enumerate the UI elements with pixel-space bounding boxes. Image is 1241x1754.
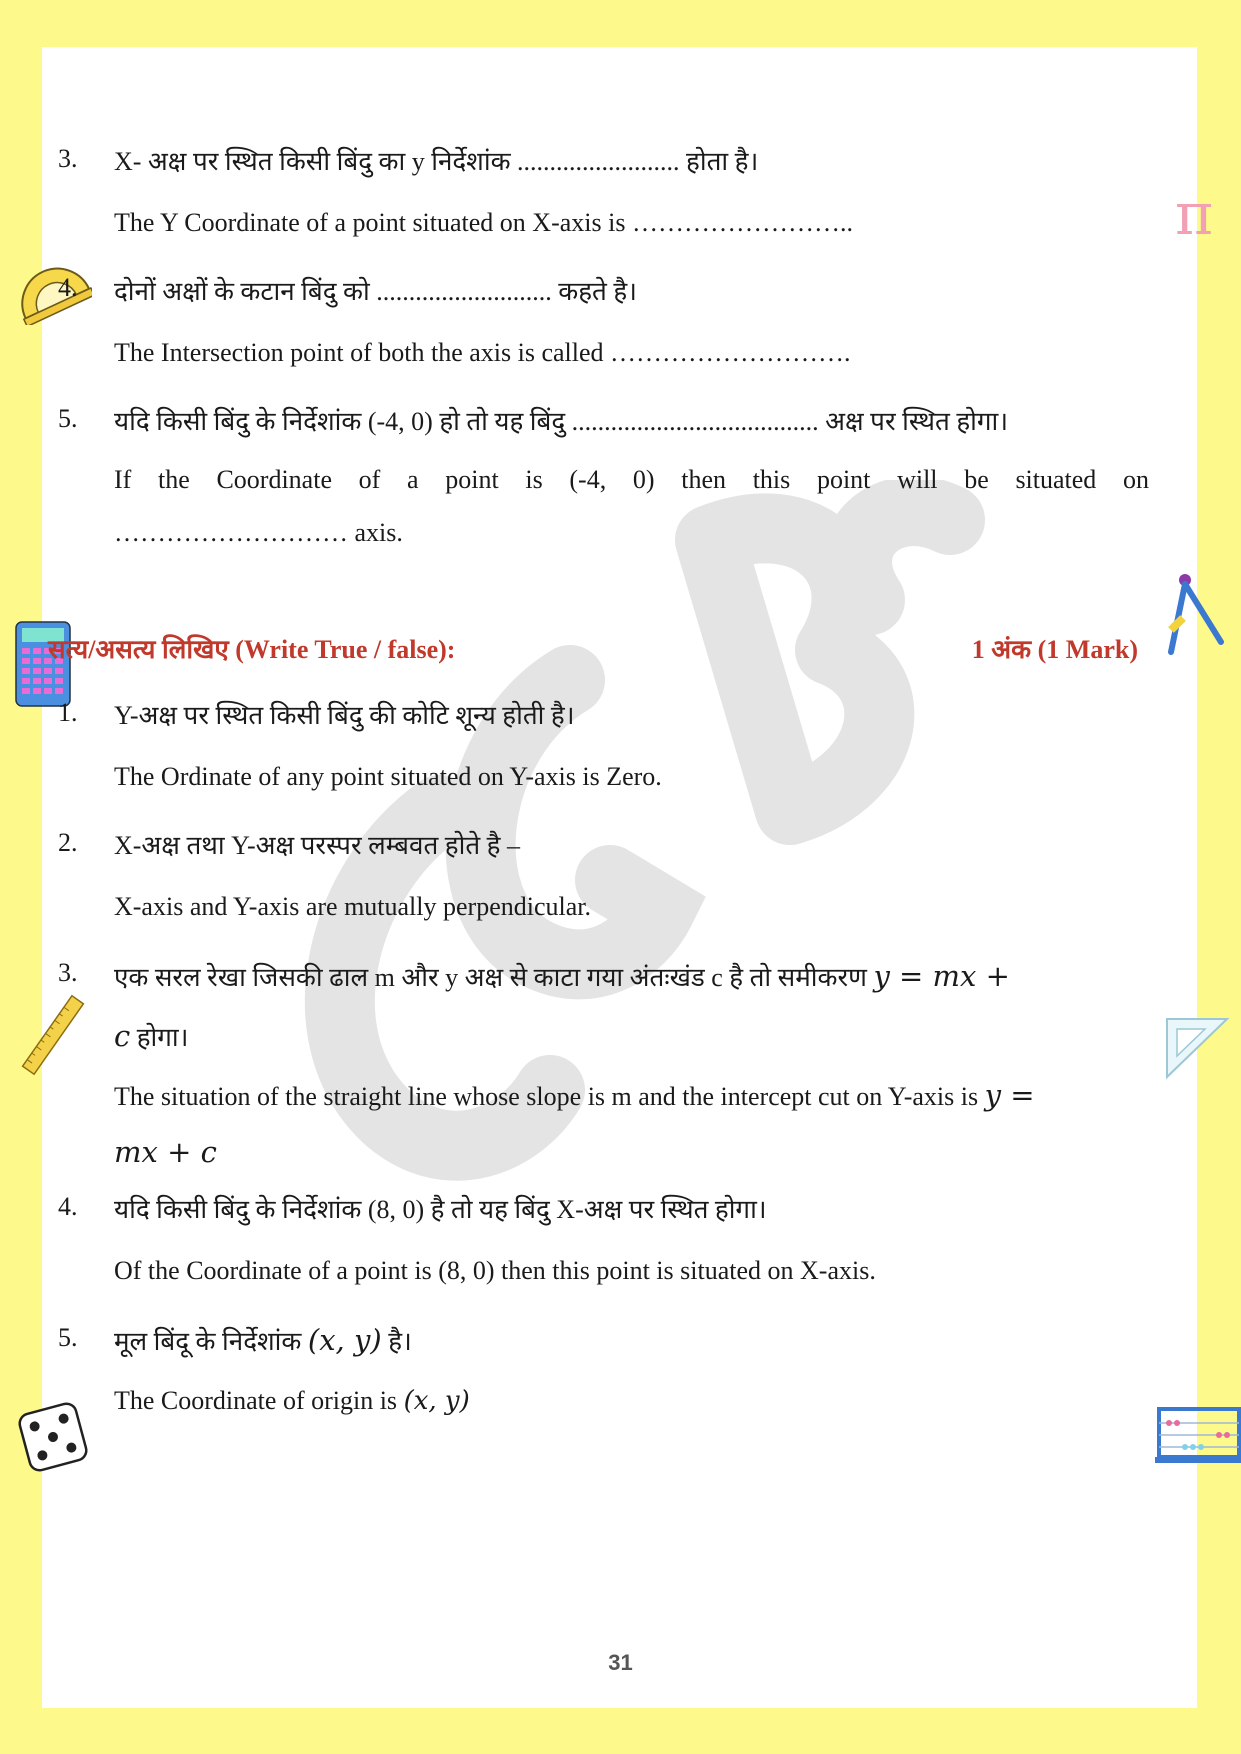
question-hindi-text: यदि किसी बिंदु के निर्देशांक (8, 0) है तो यह बिंदु X-अक्ष पर स्थित होगा। (114, 1195, 767, 1224)
equation: (x, y) (403, 1386, 470, 1416)
question-number: 3. (58, 958, 78, 987)
question-hindi-text: X-अक्ष तथा Y-अक्ष परस्पर लम्बवत होते है – (114, 831, 520, 860)
question-english-line: The Coordinate of origin is (114, 1386, 398, 1415)
ruler-icon (18, 990, 88, 1080)
question-hindi-text-continued (114, 1018, 189, 1054)
question-number: 4. (58, 273, 78, 302)
question-hindi-text (114, 958, 1010, 994)
question-number: 2. (58, 828, 78, 857)
question-english-text: The Ordinate of any point situated on Y-axis is Zero. (114, 762, 662, 791)
equation: y = (984, 1078, 1035, 1112)
question-number: 5. (58, 1323, 78, 1352)
question-hindi-text: Y-अक्ष पर स्थित किसी बिंदु की कोटि शून्य होती है। (114, 701, 575, 730)
question-hindi-text (114, 1322, 412, 1358)
abacus-icon (1155, 1405, 1241, 1465)
set-square-icon (1163, 1015, 1231, 1081)
section-marks: 1 अंक (1 Mark) (971, 635, 1138, 664)
question-hindi-line: है। (388, 1327, 412, 1356)
compass-icon (1165, 572, 1227, 664)
dice-icon (14, 1398, 92, 1476)
question-english-text (114, 1386, 470, 1416)
question-english-text (114, 455, 1149, 505)
equation: (x, y) (307, 1323, 382, 1357)
question-number: 3. (58, 144, 78, 173)
question-hindi-line: एक सरल रेखा जिसकी ढाल m और y अक्ष से काटा गया अंतःखंड c है तो समीकरण (114, 963, 867, 992)
equation: mx + c (114, 1135, 217, 1169)
page-number: 31 (608, 1650, 633, 1675)
equation: c (114, 1019, 131, 1053)
question-english-line: The situation of the straight line whose slope is m and the intercept cut on Y-axis is (114, 1082, 979, 1111)
question-hindi-line: होगा। (136, 1023, 189, 1052)
section-title: सत्य/असत्य लिखिए (Write True / false): (48, 635, 456, 664)
question-english-text (114, 1078, 1035, 1112)
question-english-text-continued (114, 1135, 217, 1169)
question-hindi-text: यदि किसी बिंदु के निर्देशांक (-4, 0) हो तो यह बिंदु ...................................... अक्ष पर स्थित होगा। (114, 407, 1009, 436)
question-number: 1. (58, 698, 78, 727)
question-number: 5. (58, 404, 78, 433)
question-hindi-line: मूल बिंदू के निर्देशांक (114, 1327, 302, 1356)
question-english-text-continued: ……………………… axis. (114, 518, 403, 547)
question-english-text: Of the Coordinate of a point is (8, 0) then this point is situated on X-axis. (114, 1256, 876, 1285)
equation: y = mx + (873, 959, 1010, 993)
question-english-line: If the Coordinate of a point is (-4, 0) then this point will be situated on (114, 465, 1149, 494)
question-english-text: The Intersection point of both the axis is called ………………………. (114, 338, 851, 367)
question-english-text: X-axis and Y-axis are mutually perpendicular. (114, 892, 591, 921)
question-number: 4. (58, 1192, 78, 1221)
pi-icon: π (1175, 180, 1214, 248)
protractor-icon (10, 250, 92, 325)
question-english-text: The Y Coordinate of a point situated on X-axis is …………………….. (114, 208, 853, 237)
question-hindi-text: X- अक्ष पर स्थित किसी बिंदु का y निर्देशांक ......................... होता है। (114, 147, 759, 176)
question-hindi-text: दोनों अक्षों के कटान बिंदु को ........................... कहते है। (114, 277, 637, 306)
